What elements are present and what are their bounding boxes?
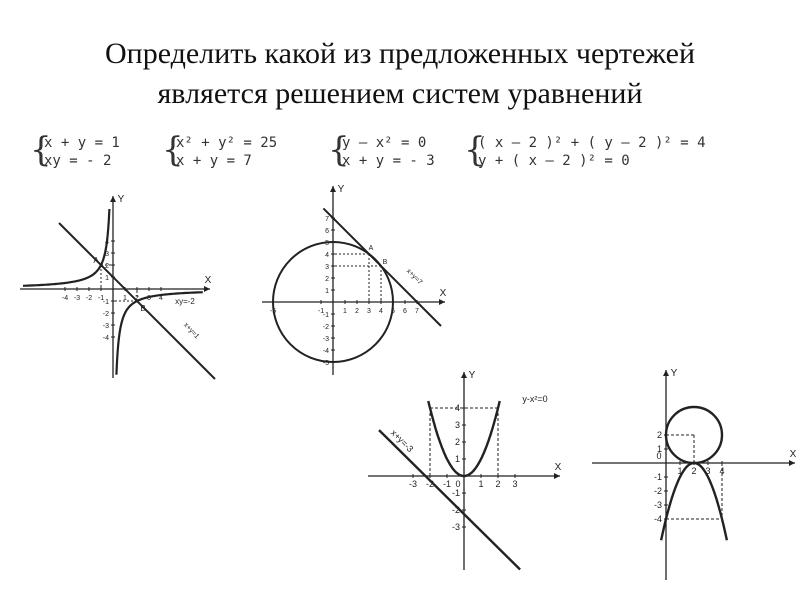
system-2-equation-2: x + y = 7	[176, 153, 252, 169]
graph-1-curve-label: xy=-2	[175, 297, 195, 306]
graph-1	[20, 194, 215, 379]
graph-2-x-tick-label: 5	[391, 308, 395, 315]
graph-2-y-tick-label: 7	[325, 216, 329, 223]
system-3-equation-2: x + y = - 3	[342, 153, 435, 169]
graph-2-y-tick-label: 1	[325, 288, 329, 295]
graph-3-y-tick-label: 2	[454, 437, 460, 447]
graph-3-line	[379, 427, 520, 569]
graph-1-y-tick-label: -2	[102, 311, 109, 318]
graph-3-curve-label: y-x²=0	[522, 394, 548, 404]
graph-1-y-tick-label: -1	[102, 299, 109, 306]
system-1-equation-1: x + y = 1	[44, 135, 120, 151]
graph-1-x-arrow-icon	[204, 286, 210, 292]
graph-1-y-tick-label: -3	[102, 323, 109, 330]
graph-4-y-tick-label: 1	[656, 444, 662, 454]
graph-2-x-tick-label: 4	[379, 308, 383, 315]
graph-4-y-tick-label: -2	[653, 486, 662, 496]
graph-4-x-axis-label: X	[789, 449, 797, 460]
graph-1-x-tick-label: 2	[135, 295, 139, 302]
graph-4-y-tick-label: -3	[653, 500, 662, 510]
graph-1-x-tick-label: -1	[97, 295, 105, 302]
graph-2-point-b-label: B	[382, 259, 388, 266]
graph-4-y-tick-label: 2	[656, 430, 662, 440]
graph-3-x-tick-label: 3	[512, 479, 518, 489]
graph-3-y-tick-label: -1	[451, 488, 460, 498]
graph-3-y-tick-label: 1	[454, 454, 460, 464]
graph-3-y-tick-label: 3	[454, 420, 460, 430]
graph-1-x-tick-label: -3	[73, 295, 81, 302]
graph-2-line-label: x+y=7	[404, 267, 424, 287]
graph-3-x-tick-label: -2	[425, 479, 435, 489]
graph-2-x-tick-label: 1	[343, 308, 347, 315]
graph-3-origin-label: 0	[455, 479, 461, 489]
graph-3-y-tick-label: -3	[451, 522, 460, 532]
graph-2-y-axis-label: Y	[337, 184, 345, 195]
graph-1-y-tick-label: 1	[105, 275, 109, 282]
graph-2-x-arrow-icon	[439, 299, 445, 305]
graph-4-y-tick-label: -1	[653, 472, 662, 482]
brace-icon: {	[328, 130, 350, 170]
graph-2-x-tick-label: 7	[415, 308, 419, 315]
graph-1-x-tick-label: -2	[85, 295, 93, 302]
graph-1-x-tick-label: 3	[147, 295, 151, 302]
graph-1-x-axis-label: X	[204, 275, 212, 286]
graph-2-y-tick-label: 5	[325, 240, 329, 247]
graph-4	[592, 368, 797, 580]
graph-1-y-axis-label: Y	[117, 194, 125, 205]
system-4-equation-1: ( x – 2 )² + ( y – 2 )² = 4	[478, 135, 706, 151]
graph-2-x-tick-label: -5	[269, 308, 277, 315]
graph-1-y-tick-label: -4	[102, 335, 109, 342]
graph-2-x-tick-label: 3	[367, 308, 371, 315]
graph-4-x-tick-label: 4	[719, 466, 725, 476]
graph-4-y-arrow-icon	[663, 370, 669, 376]
graph-3-x-tick-label: -3	[408, 479, 418, 489]
graph-3-y-arrow-icon	[461, 372, 467, 378]
graph-3-y-tick-label: 4	[454, 403, 460, 413]
graph-1-hyperbola-left-branch	[23, 209, 109, 286]
graph-3-x-axis-label: X	[554, 462, 562, 473]
graph-1-point-a-label: A	[93, 256, 99, 265]
graph-1-x-tick-label: -4	[61, 295, 69, 302]
graph-2	[262, 184, 447, 375]
system-4-equation-2: y + ( x – 2 )² = 0	[478, 153, 630, 169]
graph-3-line-label: x+y=-3	[388, 427, 416, 455]
graph-3	[368, 370, 562, 570]
graph-4-x-tick-label: 3	[705, 466, 711, 476]
system-2-equation-1: x² + y² = 25	[176, 135, 278, 151]
graph-3-x-tick-label: 1	[478, 479, 484, 489]
graph-1-point-b-label: B	[140, 304, 146, 313]
graph-2-x-tick-label: 2	[355, 308, 359, 315]
brace-icon: {	[162, 130, 184, 170]
graph-2-y-tick-label: -5	[322, 360, 329, 367]
brace-icon: {	[464, 130, 486, 170]
graph-1-line-label: x+y=1	[182, 321, 201, 341]
graph-2-y-tick-label: 4	[325, 252, 329, 259]
graph-3-x-tick-label: 2	[495, 479, 501, 489]
graph-1-y-tick-label: 2	[105, 263, 109, 270]
graph-2-y-tick-label: -1	[322, 312, 329, 319]
graph-3-y-tick-label: -2	[451, 505, 460, 515]
graph-1-x-tick-label: 4	[159, 295, 163, 302]
brace-icon: {	[30, 130, 52, 170]
graph-2-x-axis-label: X	[439, 288, 447, 299]
graph-2-point-a-label: A	[368, 245, 374, 252]
graph-2-y-tick-label: -3	[322, 336, 329, 343]
graph-2-y-tick-label: 2	[325, 276, 329, 283]
graph-2-y-tick-label: 6	[325, 228, 329, 235]
graph-2-y-tick-label: -4	[322, 348, 329, 355]
system-1-equation-2: xy = - 2	[44, 153, 112, 169]
graph-2-x-tick-label: -1	[317, 308, 325, 315]
graph-4-x-arrow-icon	[789, 460, 795, 466]
graph-1-y-tick-label: 3	[105, 251, 109, 258]
graph-4-x-tick-label: 2	[691, 466, 697, 476]
graph-3-x-arrow-icon	[554, 473, 560, 479]
graph-4-origin-label: 0	[656, 451, 662, 461]
graph-2-x-tick-label: 6	[403, 308, 407, 315]
system-3-equation-1: y – x² = 0	[342, 135, 427, 151]
graph-4-y-axis-label: Y	[670, 368, 678, 379]
graph-2-y-tick-label: 3	[325, 264, 329, 271]
graph-4-x-tick-label: 1	[677, 466, 683, 476]
graph-3-y-axis-label: Y	[468, 370, 476, 381]
graph-4-y-tick-label: -4	[653, 514, 662, 524]
title-line-1: Определить какой из предложенных чертежей	[105, 37, 695, 70]
graph-2-y-tick-label: -2	[322, 324, 329, 331]
graph-2-y-arrow-icon	[330, 186, 336, 192]
graph-1-x-tick-label: 1	[123, 295, 127, 302]
graph-1-y-tick-label: 4	[105, 239, 109, 246]
title-line-2: является решением систем уравнений	[157, 77, 643, 110]
graph-1-y-arrow-icon	[110, 196, 116, 202]
graph-3-x-tick-label: -1	[442, 479, 452, 489]
